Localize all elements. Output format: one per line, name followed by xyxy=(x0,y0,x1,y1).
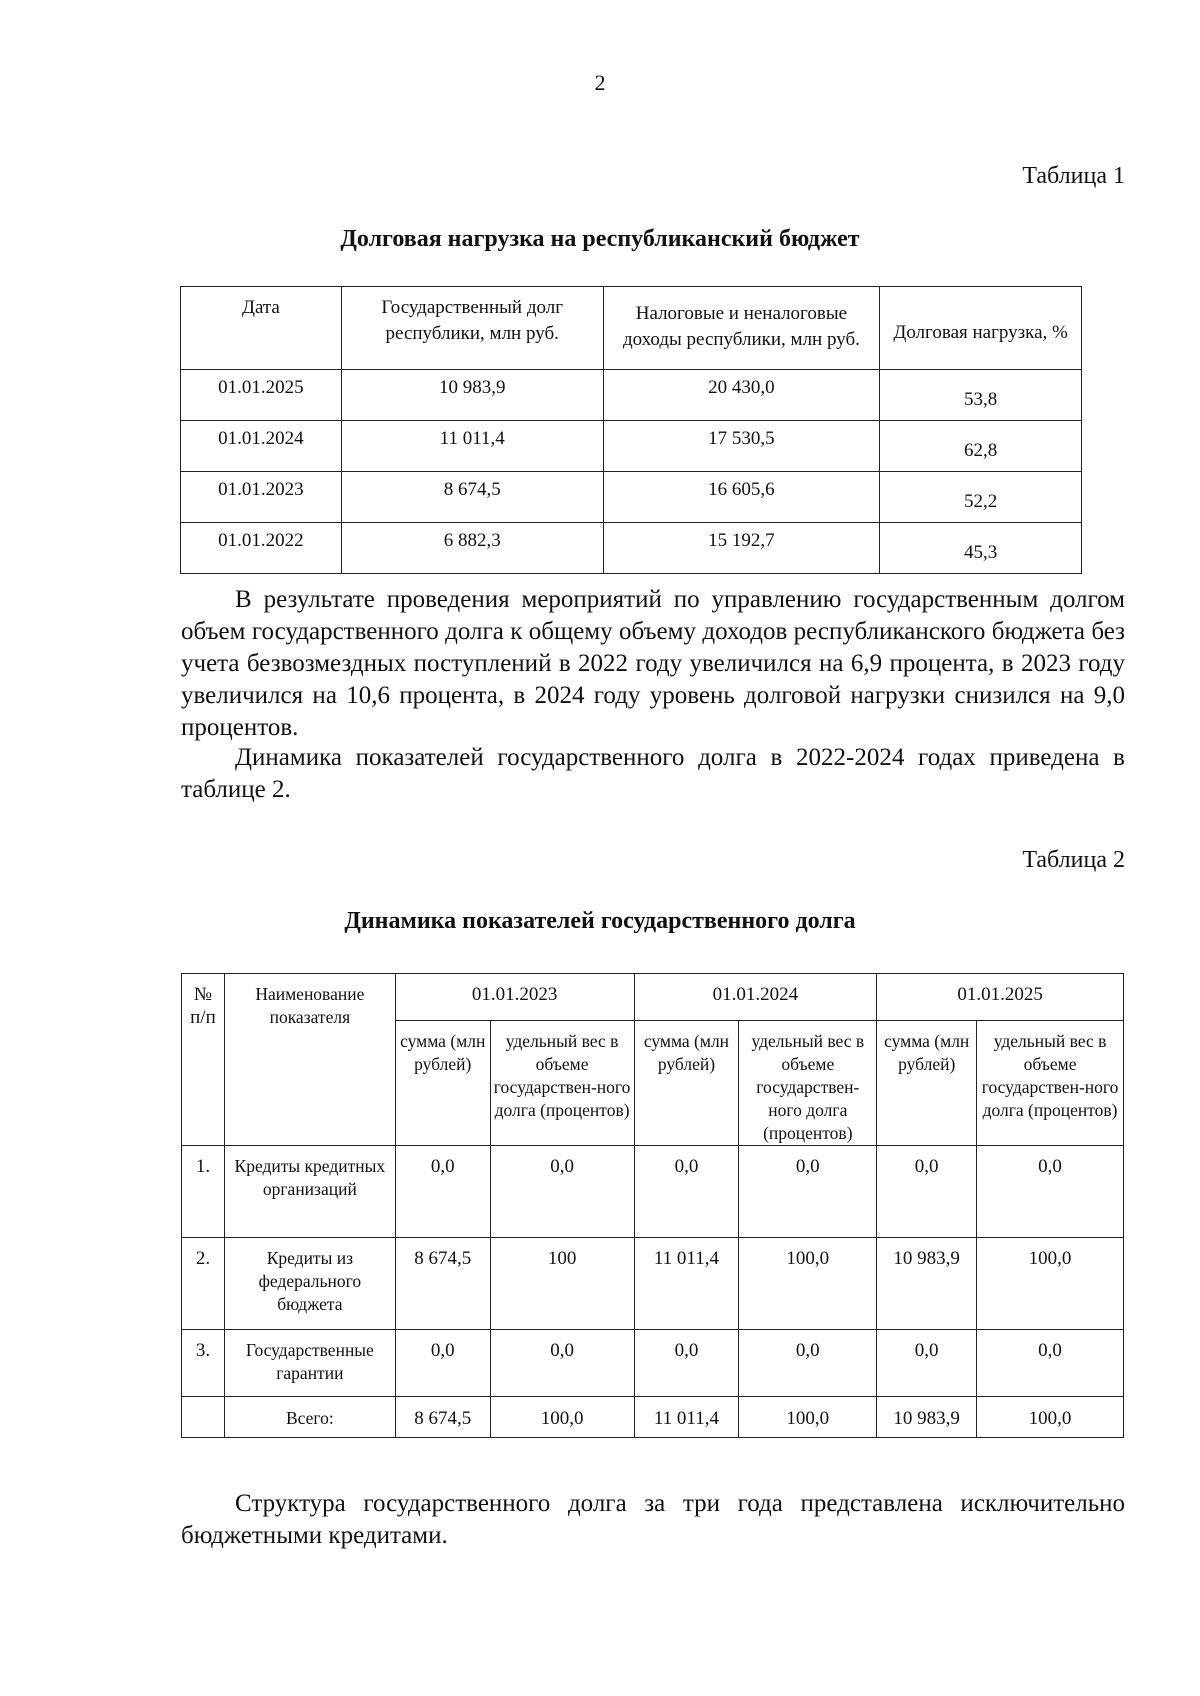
cell-value: 100,0 xyxy=(739,1238,877,1330)
paragraph-debt-management: В результате проведения мероприятий по управлению государственным долгом объем государственного долга к общему объему доходов республиканского бюджета без учета безвозмездных поступлений в 2022 году увеличился на 6,9 процента, в 2023 году увеличился на 10,6 процента, в 2024 году уровень долговой нагрузки снизился на 9,0 процентов. xyxy=(181,586,1125,741)
table-row xyxy=(181,421,1082,472)
table-header-row xyxy=(181,287,1082,370)
table-row xyxy=(182,1146,1124,1238)
table-total-row xyxy=(182,1397,1124,1438)
cell-debt-load: 52,2 xyxy=(880,472,1082,523)
table-row xyxy=(181,472,1082,523)
header-tax-revenue: Налоговые и неналоговые доходы республики, млн руб. xyxy=(603,287,880,370)
header-date: Дата xyxy=(181,287,342,370)
cell-date: 01.01.2024 xyxy=(181,421,342,472)
subheader-sum: сумма (млн рублей) xyxy=(877,1021,977,1146)
cell-date: 01.01.2023 xyxy=(181,472,342,523)
cell-state-debt: 11 011,4 xyxy=(341,421,603,472)
table-row xyxy=(181,370,1082,421)
cell-tax-revenue: 15 192,7 xyxy=(603,523,880,574)
cell-value: 8 674,5 xyxy=(395,1238,490,1330)
paragraph-dynamics-reference: Динамика показателей государственного долга в 2022-2024 годах приведена в таблице 2. xyxy=(181,744,1125,803)
table2-title: Динамика показателей государственного долга xyxy=(344,908,856,934)
cell-state-debt: 10 983,9 xyxy=(341,370,603,421)
cell-value: 0,0 xyxy=(739,1330,877,1397)
cell-value: 0,0 xyxy=(395,1146,490,1238)
debt-load-table xyxy=(180,286,1082,574)
cell-value: 0,0 xyxy=(634,1146,739,1238)
header-date-2023: 01.01.2023 xyxy=(395,974,634,1021)
cell-value: 0,0 xyxy=(490,1330,634,1397)
cell-value: 0,0 xyxy=(877,1146,977,1238)
cell-debt-load: 53,8 xyxy=(880,370,1082,421)
cell-value: 0,0 xyxy=(977,1330,1124,1397)
cell-debt-load: 62,8 xyxy=(880,421,1082,472)
cell-tax-revenue: 20 430,0 xyxy=(603,370,880,421)
cell-value: 0,0 xyxy=(977,1146,1124,1238)
cell-value: 100,0 xyxy=(977,1238,1124,1330)
cell-value: 11 011,4 xyxy=(634,1397,739,1438)
paragraph-debt-structure: Структура государственного долга за три года представлена исключительно бюджетными кредитами. xyxy=(181,1490,1125,1549)
subheader-share: удельный вес в объеме государствен-ного долга (процентов) xyxy=(977,1021,1124,1146)
subheader-sum: сумма (млн рублей) xyxy=(634,1021,739,1146)
subheader-share: удельный вес в объеме государствен-ного долга (процентов) xyxy=(739,1021,877,1146)
table-row xyxy=(182,1238,1124,1330)
table2-label: Таблица 2 xyxy=(1022,847,1125,873)
cell-indicator-name: Кредиты кредитных организаций xyxy=(224,1146,395,1238)
header-row-number: № п/п xyxy=(182,974,225,1146)
cell-value: 0,0 xyxy=(634,1330,739,1397)
header-date-2024: 01.01.2024 xyxy=(634,974,877,1021)
header-indicator-name: Наименование показателя xyxy=(224,974,395,1146)
cell-value: 100 xyxy=(490,1238,634,1330)
cell-debt-load: 45,3 xyxy=(880,523,1082,574)
cell-value: 100,0 xyxy=(977,1397,1124,1438)
cell-row-number: 1. xyxy=(182,1146,225,1238)
cell-value: 11 011,4 xyxy=(634,1238,739,1330)
cell-tax-revenue: 17 530,5 xyxy=(603,421,880,472)
cell-value: 100,0 xyxy=(739,1397,877,1438)
cell-value: 0,0 xyxy=(395,1330,490,1397)
cell-indicator-name: Государственные гарантии xyxy=(224,1330,395,1397)
page-number: 2 xyxy=(594,70,606,95)
cell-total-label: Всего: xyxy=(224,1397,395,1438)
cell-value: 8 674,5 xyxy=(395,1397,490,1438)
table-row xyxy=(181,523,1082,574)
cell-date: 01.01.2025 xyxy=(181,370,342,421)
cell-indicator-name: Кредиты из федерального бюджета xyxy=(224,1238,395,1330)
table1-label: Таблица 1 xyxy=(1022,163,1125,189)
header-date-2025: 01.01.2025 xyxy=(877,974,1124,1021)
cell-tax-revenue: 16 605,6 xyxy=(603,472,880,523)
debt-dynamics-table xyxy=(181,973,1124,1438)
subheader-share: удельный вес в объеме государствен-ного долга (процентов) xyxy=(490,1021,634,1146)
cell-value: 0,0 xyxy=(739,1146,877,1238)
cell-row-number: 2. xyxy=(182,1238,225,1330)
cell-value: 100,0 xyxy=(490,1397,634,1438)
cell-row-number-empty xyxy=(182,1397,225,1438)
cell-state-debt: 6 882,3 xyxy=(341,523,603,574)
cell-value: 10 983,9 xyxy=(877,1397,977,1438)
table1-title: Долговая нагрузка на республиканский бюджет xyxy=(340,226,860,252)
cell-value: 0,0 xyxy=(490,1146,634,1238)
subheader-sum: сумма (млн рублей) xyxy=(395,1021,490,1146)
cell-row-number: 3. xyxy=(182,1330,225,1397)
cell-value: 10 983,9 xyxy=(877,1238,977,1330)
header-state-debt: Государственный долг республики, млн руб. xyxy=(341,287,603,370)
table-header-row xyxy=(182,974,1124,1021)
cell-value: 0,0 xyxy=(877,1330,977,1397)
table-row xyxy=(182,1330,1124,1397)
cell-date: 01.01.2022 xyxy=(181,523,342,574)
header-debt-load: Долговая нагрузка, % xyxy=(880,287,1082,370)
cell-state-debt: 8 674,5 xyxy=(341,472,603,523)
